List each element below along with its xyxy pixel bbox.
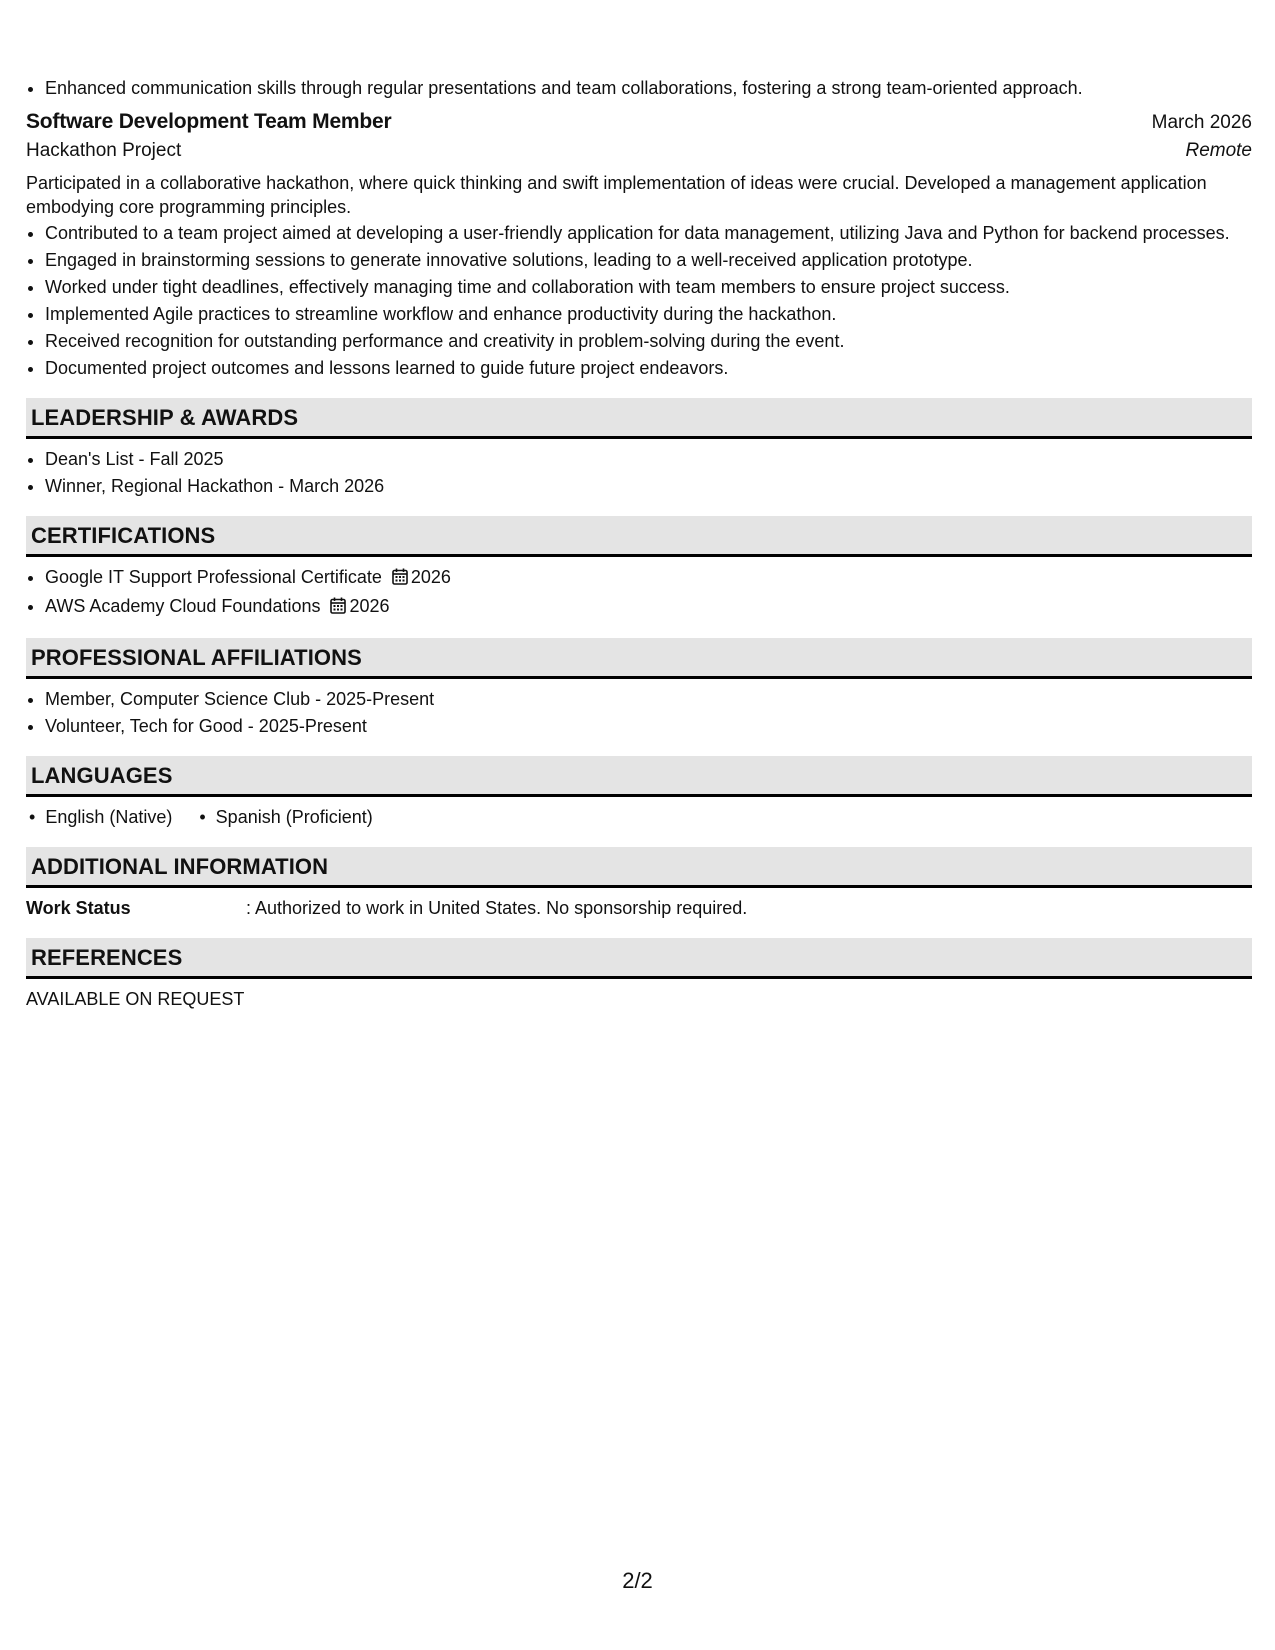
bullet-item: • Enhanced communication skills through regular presentations and team collaborations, fostering a strong team-oriented approach. bbox=[45, 76, 1252, 100]
section-leadership bbox=[26, 398, 1252, 498]
section-affiliations bbox=[26, 638, 1252, 738]
section-title: REFERENCES bbox=[26, 938, 1252, 979]
affiliations-list bbox=[26, 687, 1252, 738]
work-status-row bbox=[26, 896, 1252, 920]
section-title: CERTIFICATIONS bbox=[26, 516, 1252, 557]
job-title: Software Development Team Member bbox=[26, 110, 392, 133]
list-item: • Member, Computer Science Club - 2025-Present bbox=[45, 687, 1252, 711]
bullet-item: • Implemented Agile practices to streamline workflow and enhance productivity during the hackathon. bbox=[45, 302, 1252, 326]
previous-job-bullets bbox=[26, 76, 1252, 100]
section-body bbox=[26, 987, 1252, 1011]
job-location: Remote bbox=[1185, 140, 1252, 161]
section-title: LANGUAGES bbox=[26, 756, 1252, 797]
section-title: PROFESSIONAL AFFILIATIONS bbox=[26, 638, 1252, 679]
certification-item bbox=[45, 565, 1252, 591]
leadership-list bbox=[26, 447, 1252, 498]
section-additional-information bbox=[26, 847, 1252, 920]
section-body bbox=[26, 687, 1252, 738]
job-date: March 2026 bbox=[1151, 112, 1252, 133]
page-number: 2/2 bbox=[622, 1568, 653, 1593]
certification-year: 2026 bbox=[410, 567, 451, 587]
certification-name: Google IT Support Professional Certificate bbox=[45, 567, 382, 587]
certifications-list bbox=[26, 565, 1252, 620]
section-title: ADDITIONAL INFORMATION bbox=[26, 847, 1252, 888]
calendar-icon bbox=[392, 567, 408, 591]
job-bullets bbox=[26, 221, 1252, 380]
job-organization: Hackathon Project bbox=[26, 140, 182, 161]
work-status-label: Work Status bbox=[26, 898, 131, 918]
languages-list bbox=[26, 805, 1252, 829]
certification-name: AWS Academy Cloud Foundations bbox=[45, 596, 321, 616]
experience-entry bbox=[26, 110, 1252, 380]
section-certifications bbox=[26, 516, 1252, 620]
bullet-item: • Received recognition for outstanding performance and creativity in problem-solving during the event. bbox=[45, 329, 1252, 353]
language-item: • English (Native) bbox=[26, 805, 172, 829]
bullet-item: • Worked under tight deadlines, effectively managing time and collaboration with team members to ensure project success. bbox=[45, 275, 1252, 299]
work-status-value: : Authorized to work in United States. No sponsorship required. bbox=[246, 898, 748, 918]
bullet-item: • Contributed to a team project aimed at developing a user-friendly application for data management, utilizing Java and Python for backend processes. bbox=[45, 221, 1252, 245]
calendar-icon bbox=[330, 596, 346, 620]
resume-page bbox=[26, 76, 1252, 1011]
list-item: • Winner, Regional Hackathon - March 2026 bbox=[45, 474, 1252, 498]
job-description: Participated in a collaborative hackathon, where quick thinking and swift implementation of ideas were crucial. Developed a management application embodying core programming principles. bbox=[26, 173, 1207, 217]
section-body bbox=[26, 805, 1252, 829]
section-body bbox=[26, 896, 1252, 920]
section-body bbox=[26, 565, 1252, 620]
job-header bbox=[26, 110, 1252, 134]
section-body bbox=[26, 447, 1252, 498]
list-item: • Volunteer, Tech for Good - 2025-Present bbox=[45, 714, 1252, 738]
section-languages bbox=[26, 756, 1252, 829]
certification-item bbox=[45, 594, 1252, 620]
job-subheader bbox=[26, 140, 1252, 162]
section-title: LEADERSHIP & AWARDS bbox=[26, 398, 1252, 439]
language-item: • Spanish (Proficient) bbox=[196, 805, 372, 829]
bullet-item: • Engaged in brainstorming sessions to generate innovative solutions, leading to a well-received application prototype. bbox=[45, 248, 1252, 272]
section-references bbox=[26, 938, 1252, 1011]
references-text: AVAILABLE ON REQUEST bbox=[26, 989, 245, 1009]
certification-year: 2026 bbox=[349, 596, 390, 616]
bullet-item: • Documented project outcomes and lessons learned to guide future project endeavors. bbox=[45, 356, 1252, 380]
list-item: • Dean's List - Fall 2025 bbox=[45, 447, 1252, 471]
